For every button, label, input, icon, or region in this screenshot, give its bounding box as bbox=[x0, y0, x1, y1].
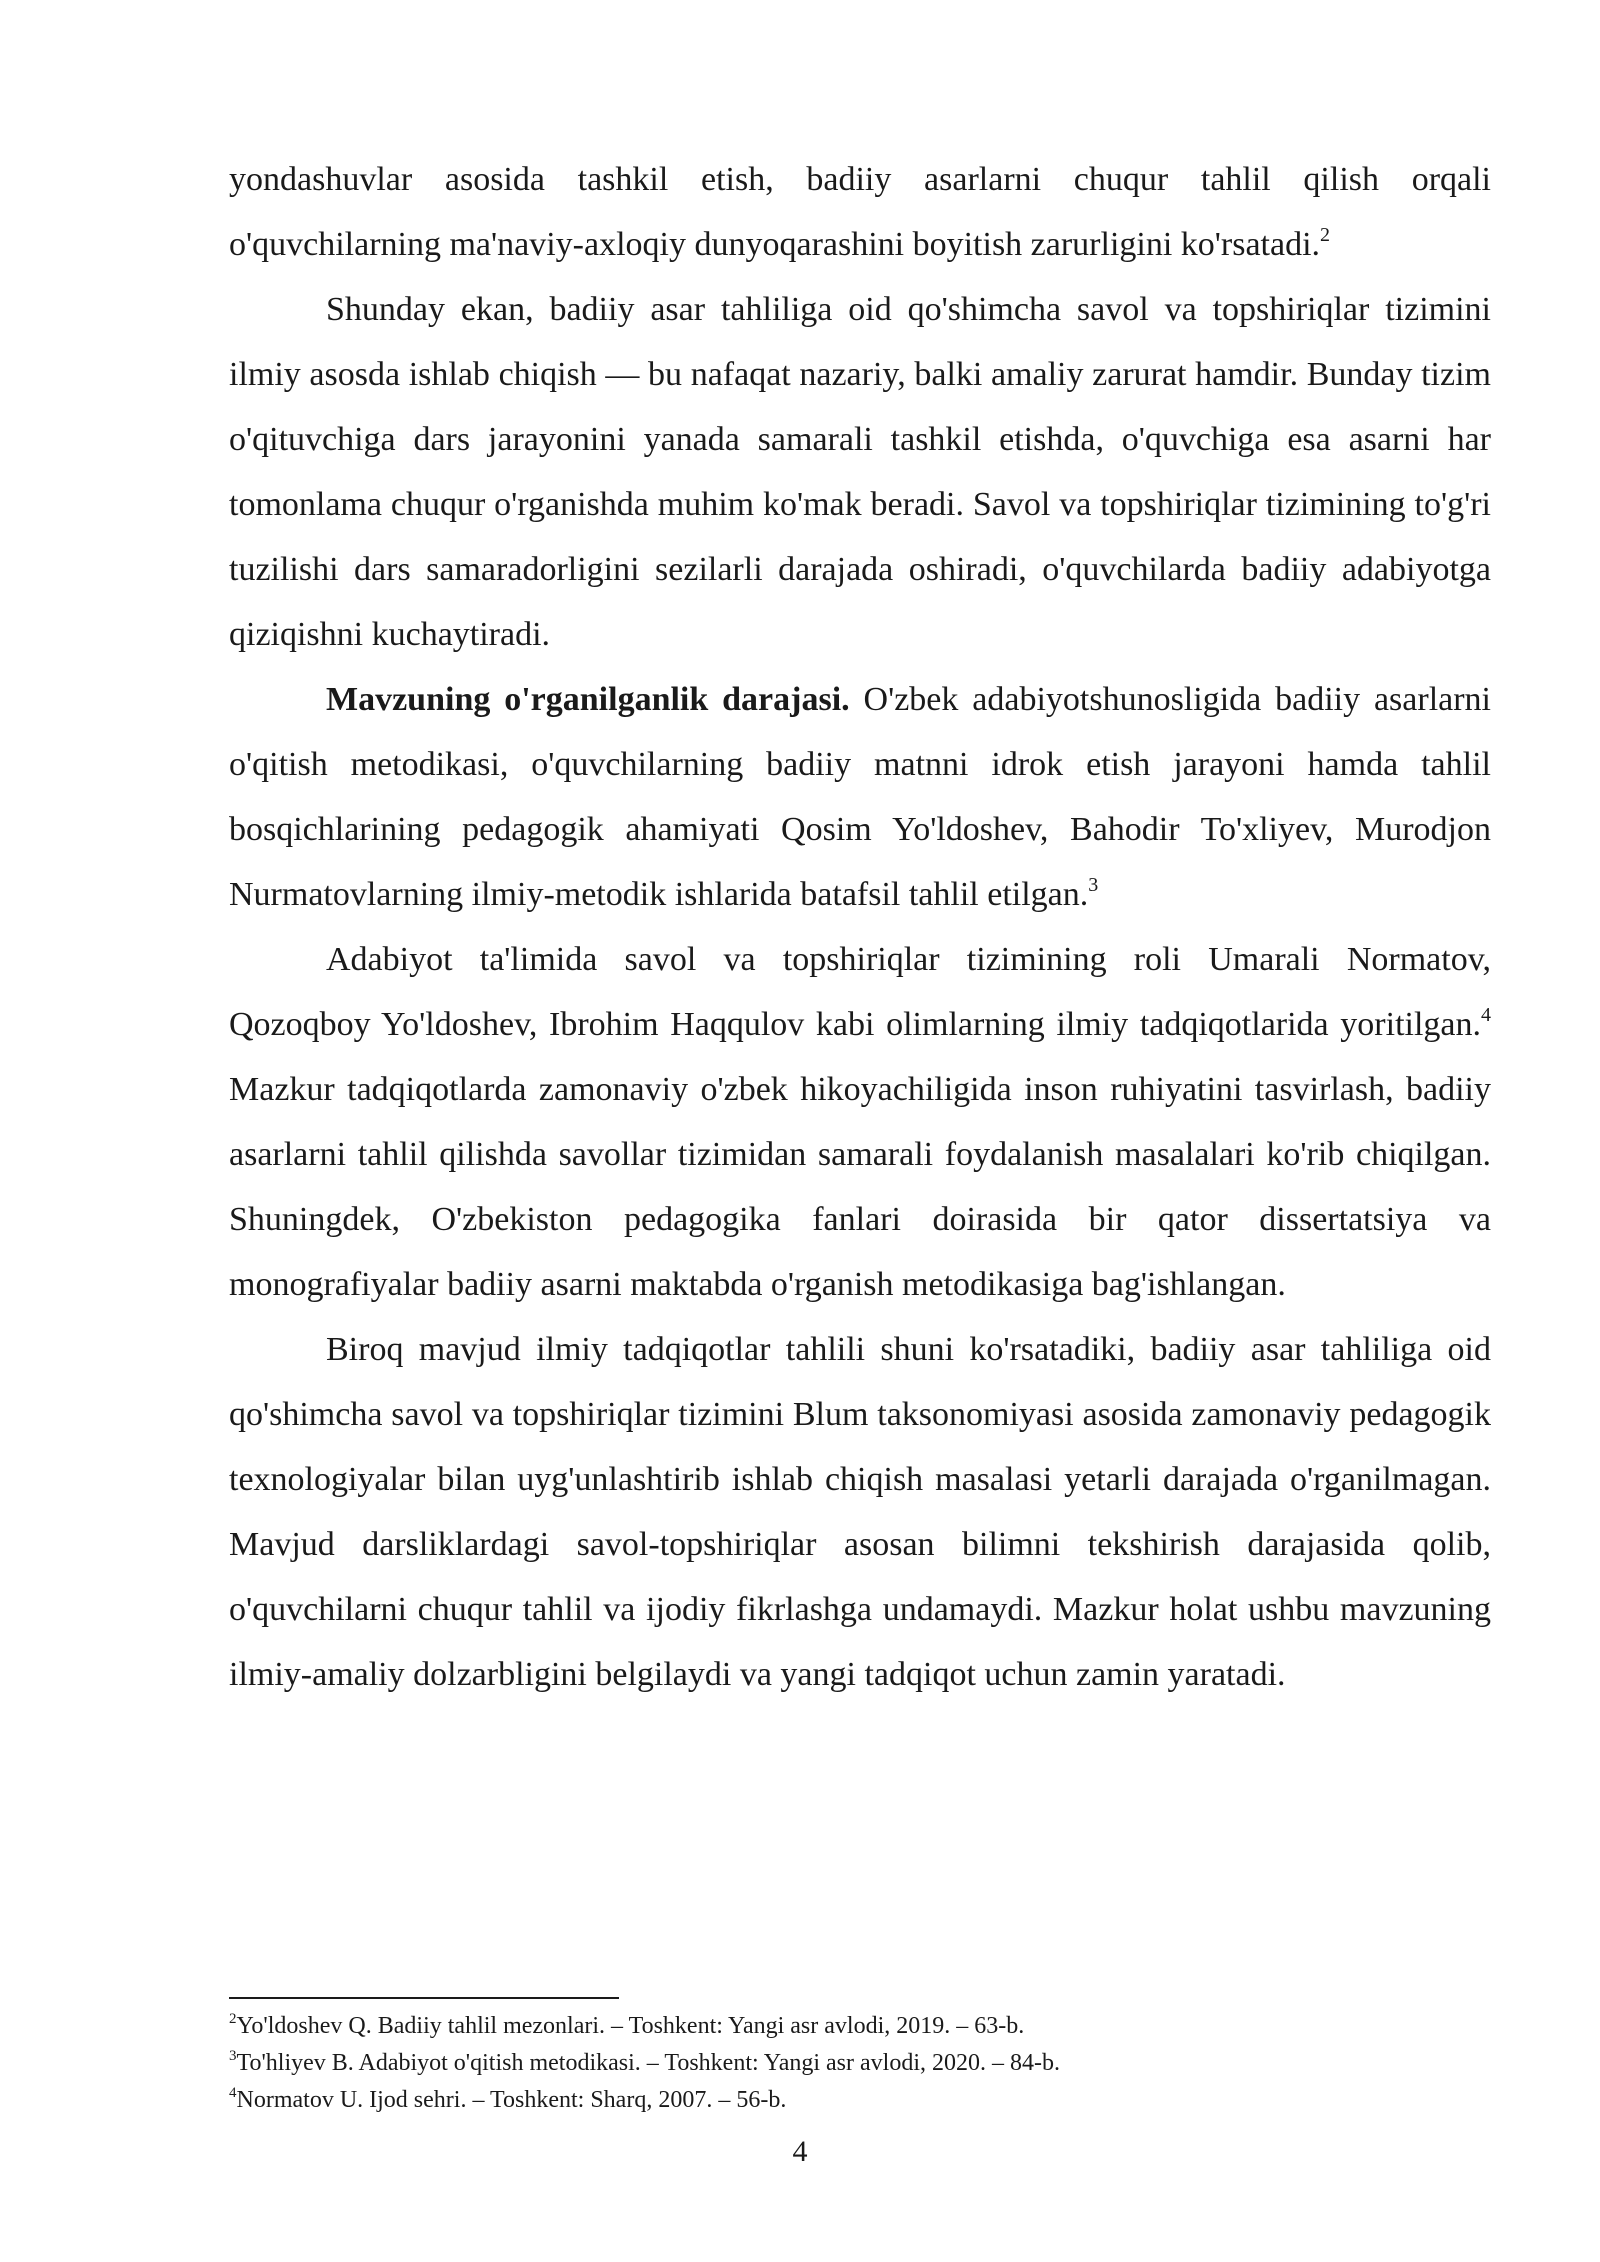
footnote-ref[interactable]: 2 bbox=[1320, 223, 1331, 246]
footnotes bbox=[229, 2008, 1491, 2119]
footnote-text: Yo'ldoshev Q. Badiiy tahlil mezonlari. – Toshkent: Yangi asr avlodi, 2019. – 63-b. bbox=[236, 2013, 1025, 2039]
paragraph-text: O'zbek adabiyotshunosligida badiiy asarlarni o'qitish metodikasi, o'quvchilarning badiiy matnni idrok etish jarayoni hamda tahlil bosqichlarining pedagogik ahamiyati Qosim Yo'ldoshev, Bahodir To'xliyev, Murodjon Nurmatovlarning ilmiy-metodik ishlarida batafsil tahlil etilgan. bbox=[229, 681, 1491, 913]
footnote-number: 4 bbox=[229, 2085, 237, 2101]
paragraph-continuation bbox=[229, 147, 1491, 277]
footnote-number: 2 bbox=[229, 2011, 237, 2027]
footnote-item bbox=[229, 2082, 1491, 2119]
paragraph bbox=[229, 927, 1491, 1317]
paragraph bbox=[229, 1317, 1491, 1707]
body-text bbox=[229, 147, 1491, 1707]
paragraph-literature-review bbox=[229, 667, 1491, 927]
page-number: 4 bbox=[792, 2135, 808, 2168]
paragraph-text: yondashuvlar asosida tashkil etish, badiiy asarlarni chuqur tahlil qilish orqali o'quvchilarning ma'naviy-axloqiy dunyoqarashini boyitish zarurligini ko'rsatadi. bbox=[229, 161, 1491, 263]
paragraph-text: Shunday ekan, badiiy asar tahliliga oid qo'shimcha savol va topshiriqlar tizimini ilmiy asosda ishlab chiqish — bu nafaqat nazariy, balki amaliy zarurat hamdir. Bunday tizim o'qituvchiga dars jarayonini yanada samarali tashkil etishda, o'quvchiga esa asarni har tomonlama chuqur o'rganishda muhim ko'mak beradi. Savol va topshiriqlar tizimining to'g'ri tuzilishi dars samaradorligini sezilarli darajada oshiradi, o'quvchilarda badiiy adabiyotga qiziqishni kuchaytiradi. bbox=[229, 291, 1491, 653]
paragraph bbox=[229, 277, 1491, 667]
footnote-item bbox=[229, 2008, 1491, 2045]
footnote-separator bbox=[229, 1997, 619, 1999]
footnote-ref[interactable]: 3 bbox=[1088, 873, 1099, 896]
paragraph-text: Biroq mavjud ilmiy tadqiqotlar tahlili shuni ko'rsatadiki, badiiy asar tahliliga oid qo'shimcha savol va topshiriqlar tizimini Blum taksonomiyasi asosida zamonaviy pedagogik texnologiyalar bilan uyg'unlashtirib ishlab chiqish masalasi yetarli darajada o'rganilmagan. Mavjud darsliklardagi savol-topshiriqlar asosan bilimni tekshirish darajasida qolib, o'quvchilarni chuqur tahlil va ijodiy fikrlashga undamaydi. Mazkur holat ushbu mavzuning ilmiy-amaliy dolzarbligini belgilaydi va yangi tadqiqot uchun zamin yaratadi. bbox=[229, 1331, 1491, 1693]
footnote-number: 3 bbox=[229, 2048, 237, 2064]
paragraph-text: Adabiyot ta'limida savol va topshiriqlar tizimining roli Umarali Normatov, Qozoqboy Yo'ldoshev, Ibrohim Haqqulov kabi olimlarning ilmiy tadqiqotlarida yoritilgan. bbox=[229, 941, 1491, 1043]
footnote-text: Normatov U. Ijod sehri. – Toshkent: Sharq, 2007. – 56-b. bbox=[236, 2087, 787, 2113]
paragraph-text: Mazkur tadqiqotlarda zamonaviy o'zbek hikoyachiligida inson ruhiyatini tasvirlash, badiiy asarlarni tahlil qilishda savollar tizimidan samarali foydalanish masalalari ko'rib chiqilgan. Shuningdek, O'zbekiston pedagogika fanlari doirasida bir qator dissertatsiya va monografiyalar badiiy asarni maktabda o'rganish metodikasiga bag'ishlangan. bbox=[229, 1071, 1491, 1303]
section-heading: Mavzuning o'rganilganlik darajasi. bbox=[326, 681, 850, 718]
footnote-ref[interactable]: 4 bbox=[1481, 1003, 1491, 1026]
footnote-item bbox=[229, 2045, 1491, 2082]
footnote-text: To'hliyev B. Adabiyot o'qitish metodikasi. – Toshkent: Yangi asr avlodi, 2020. – 84-b. bbox=[236, 2050, 1060, 2076]
